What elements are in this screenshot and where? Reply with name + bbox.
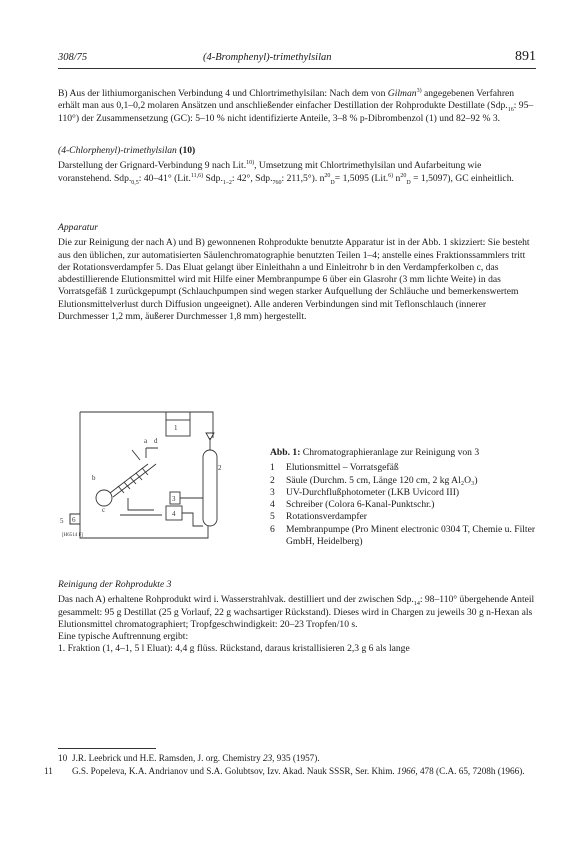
legend-item <box>270 499 540 511</box>
chloro-text-3: : 40–41° (Lit. <box>138 172 191 184</box>
chloro-text-7: = 1,5095 (Lit. <box>334 172 389 184</box>
label-b: b <box>92 474 96 482</box>
chloro-sub-2: 1–2 <box>222 179 232 186</box>
chloro-sup-a: 20 <box>324 172 331 179</box>
chloro-section <box>58 145 536 185</box>
footnote-11 <box>44 765 536 777</box>
legend-num: 3 <box>270 486 275 498</box>
legend-item <box>270 511 540 523</box>
label-d: d <box>154 437 158 445</box>
apparatur-heading: Apparatur <box>58 222 98 233</box>
reinigung-text-2: : 98–110° übergehende Anteil gesammelt: 95 g Destillat (25 g Vorlauf, 22 g wachsartiger Rückstand). Dieses wird in Chargen zu jeweils 30 g n-Hexan als Elutionsmittel chromatographiert; Tropfgeschwindigkeit: 20–23 Tropfen/10 s. <box>58 594 535 630</box>
figure-caption <box>270 447 540 548</box>
apparatur-text: Die zur Reinigung der nach A) und B) gewonnenen Rohprodukte benutzte Apparatur ist in der Abb. 1 skizziert: Sie besteht aus den üblichen, zur automatisierten Säulenchromatographie benutzten Teilen 1–4; anstelle eines Fraktionssammlers tritt der Rotationsverdampfer 5. Das Eluat gelangt über Einleithahn a und Einleitrohr b in den Verdampferkolben c, das abdestillierende Elutionsmittel wird mit Hilfe einer Membranpumpe 6 über ein Glasrohr (3 mm lichte Weite) in das Vorratsgefäß 1 zurückgepumpt (Schlauchpumpen sind wegen starker Aufquellung der Schläuche und bemerkenswertem Elutionsmittelverlust durch Diffusion ungeeignet). Alle anderen Verbindungen sind mit Teflonschlauch (innerer Durchmesser 1,2 mm, äußerer Durchmesser 1,8 mm) hergestellt. <box>58 237 530 323</box>
legend-text: Membranpumpe (Pro Minent electronic 0304 T, Chemie u. Filter GmbH, Heidelberg) <box>286 523 536 548</box>
apparatus-diagram <box>58 398 258 546</box>
footnote-rest: 478 (C.A. 65, 7208h (1966). <box>417 766 525 776</box>
chloro-text-1: Darstellung der Grignard-Verbindung 9 nach Lit. <box>58 160 247 172</box>
chloro-ref-3: 6) <box>388 172 394 179</box>
legend-item <box>270 487 540 499</box>
caption-title: Abb. 1: <box>270 447 301 458</box>
caption-text: Chromatographieranlage zur Reinigung von 3 <box>300 447 480 458</box>
footnote-text: J.R. Leebrick und H.E. Ramsden, J. org. Chemistry <box>72 753 263 763</box>
label-3: 3 <box>172 495 176 503</box>
legend-text: Elutionsmittel – Vorratsgefäß <box>286 462 399 474</box>
legend-item <box>270 462 540 474</box>
para-b-ref: 3) <box>416 87 422 94</box>
footnote-num: 11 <box>44 766 53 776</box>
chloro-sub-b: D <box>406 179 411 186</box>
chloro-sub-3: 760 <box>272 179 282 186</box>
label-4: 4 <box>172 510 176 518</box>
legend-num: 2 <box>270 474 275 486</box>
para-b-sub: 16 <box>507 107 514 114</box>
chloro-text-5: : 42°, Sdp. <box>231 172 273 184</box>
legend-num: 6 <box>270 523 275 535</box>
footnote-10 <box>58 752 536 764</box>
footnote-italic: 23, <box>262 753 275 763</box>
legend-num: 5 <box>270 511 275 523</box>
chloro-sup-b: 20 <box>400 172 407 179</box>
label-1: 1 <box>174 424 178 432</box>
chloro-heading-num: (10) <box>179 145 196 156</box>
label-c: c <box>102 506 106 514</box>
para-b-author: Gilman <box>387 88 417 99</box>
footnote-num: 10 <box>58 753 68 763</box>
reinigung-text-1: Das nach A) erhaltene Rohprodukt wird i. Wasserstrahlvak. destilliert und der zwischen Sdp. <box>58 594 414 606</box>
footnote-rest: 935 (1957). <box>274 753 320 763</box>
figure-code: [H6514 F] <box>62 533 83 538</box>
page-number: 891 <box>515 49 536 64</box>
reinigung-sub: 14 <box>413 601 420 608</box>
label-6: 6 <box>72 516 76 524</box>
chloro-heading: (4-Chlorphenyl)-trimethylsilan <box>58 145 177 156</box>
footnote-text: G.S. Popeleva, K.A. Andrianov und S.A. Golubtsov, Izv. Akad. Nauk SSSR, Ser. Khim. <box>72 766 397 776</box>
chloro-ref-2: 11,6) <box>190 172 204 179</box>
reinigung-heading: Reinigung der Rohprodukte 3 <box>58 579 172 590</box>
reinigung-section <box>58 579 536 656</box>
para-b-text-1: B) Aus der lithiumorganischen Verbindung 4 und Chlortrimethylsilan: Nach dem von <box>58 88 388 99</box>
chloro-text-6: : 211,5°). n <box>281 172 325 184</box>
footnote-rule <box>58 748 156 749</box>
label-5: 5 <box>60 517 64 525</box>
label-a: a <box>144 437 148 445</box>
reinigung-line-3: Eine typische Auftrennung ergibt: <box>58 631 189 643</box>
apparatur-section <box>58 222 536 323</box>
legend-text: Säule (Durchm. 5 cm, Länge 120 cm, 2 kg Al₂O₃) <box>286 474 478 486</box>
chloro-text-4: Sdp. <box>203 172 223 184</box>
running-title: (4-Bromphenyl)-trimethylsilan <box>203 52 332 63</box>
chloro-text-9: = 1,5097), GC einheitlich. <box>410 172 514 184</box>
chloro-ref-1: 10) <box>246 160 255 167</box>
legend-num: 1 <box>270 462 275 474</box>
para-b-text-3: : 95–110°) der Zusammensetzung (GC): 5–10 % nicht identifizierte Anteile, 3–8 % p-Dibrombenzol (1) und 82–92 % 3. <box>58 100 534 124</box>
legend-text: Schreiber (Colora 6-Kanal-Punktschr.) <box>286 499 435 511</box>
legend-text: Rotationsverdampfer <box>286 511 367 523</box>
chloro-text-8: n <box>393 172 401 184</box>
paragraph-b <box>58 88 536 125</box>
running-header <box>58 49 536 69</box>
footnote-italic: 1966, <box>396 766 418 776</box>
legend-item <box>270 475 540 487</box>
chloro-text-2: , Umsetzung mit Chlortrimethylsilan und Aufarbeitung wie voranstehend. Sdp. <box>58 160 482 184</box>
legend-text: UV-Durchflußphotometer (LKB Uvicord III) <box>286 486 460 498</box>
chloro-sub-a: D <box>330 179 335 186</box>
legend-num: 4 <box>270 499 275 511</box>
apparatus-figure <box>58 398 258 546</box>
legend-item <box>270 524 540 549</box>
reinigung-line-4: 1. Fraktion (1, 4–1, 5 l Eluat): 4,4 g flüss. Rückstand, daraus kristallisieren 2,3 g 6 als lange <box>58 643 410 655</box>
journal-reference: 308/75 <box>58 52 88 63</box>
label-2: 2 <box>218 464 222 472</box>
chloro-sub-1: 0,5 <box>131 179 139 186</box>
para-b-text-2: angegebenen Verfahren erhält man aus 0,1–0,2 molaren Ansätzen und anschließender einfacher Destillation der Rohprodukte Destillate (Sdp. <box>58 88 515 112</box>
